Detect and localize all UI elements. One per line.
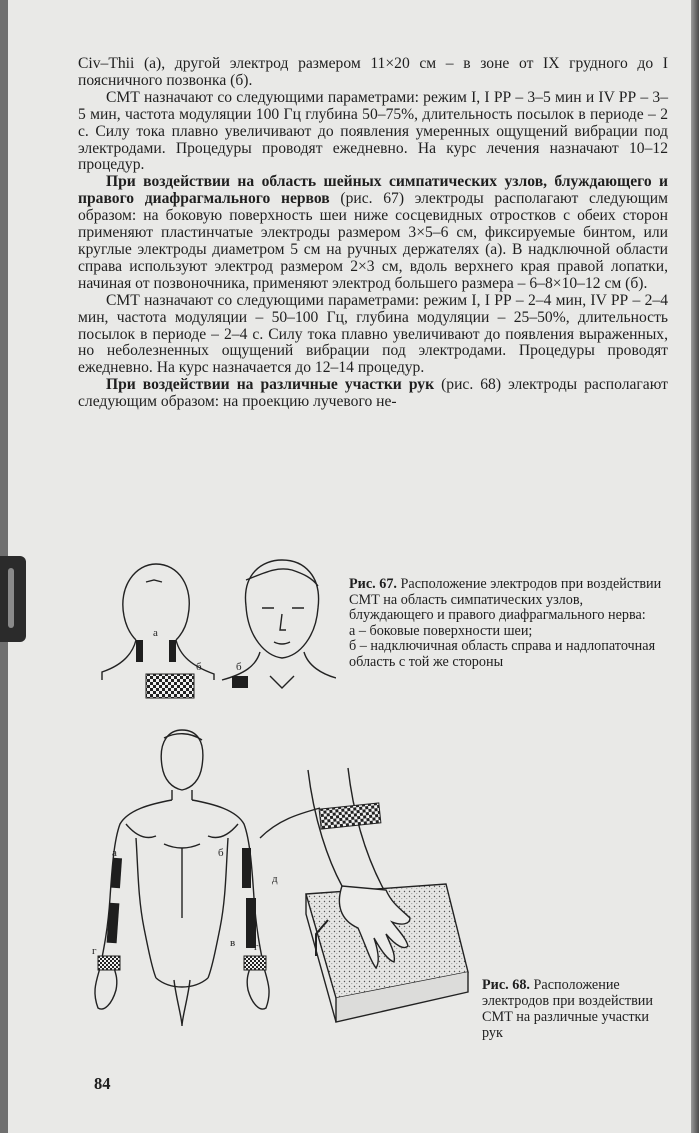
- figure-67-caption-item-a: а – боковые поверхности шеи;: [349, 622, 533, 639]
- figure-68-bath-illustration: [258, 760, 488, 1060]
- fig68-label-g2: г: [254, 941, 259, 953]
- paragraph-text: СМТ назначают со следующими параметрами: режим I, I РР – 3–5 мин и IV РР – 3–5 мин, частота модуляции 100 Гц глубина 50–75%, длительность посылок в периоде – 2 с. Силу тока плавно увеличивают до появления умеренных ощущений вибрации под электродами. Процедуры проводят ежедневно. На курс лечения назначают 10–12 процедур.: [78, 88, 668, 174]
- figure-68-caption-text: Расположение электродов при воздействии СМТ на различные участки рук: [482, 977, 653, 1041]
- paragraph-text: (рис. 67) электроды располагают следующим образом: на боковую поверхность шеи ниже сосцевидных отростков с обеих сторон применяют пластинчатые электроды размером 3×5–6 см, фиксируемые бинтом, или круглые электроды диаметром 5 см на ручных держателях (а). В надключной области справа используют электрод размером 2×3 см, вдоль верхнего края правой лопатки, начиная от позвоночника, применяют электрод большего размера – 6–8×10–12 см (б).: [78, 190, 669, 292]
- paragraph: [78, 56, 668, 90]
- paragraph: [78, 90, 668, 175]
- fig68-label-v: в: [230, 937, 236, 949]
- paragraph: [78, 174, 668, 292]
- fig68-label-a: а: [112, 847, 117, 859]
- electrode-forearm-band: [319, 803, 381, 829]
- figure-67-caption-item-b: б – надключичная область справа и надлопаточная область с той же стороны: [349, 638, 656, 670]
- electrode-right-upper-arm: [242, 848, 251, 888]
- figure-67-illustration: [96, 556, 336, 706]
- electrode-neck-left: [136, 640, 143, 662]
- electrode-neck-right: [169, 640, 176, 662]
- paragraph-text: Civ–Thii (а), другой электрод размером 11×20 см – в зоне от IX грудного до I поясничного позвонка (б).: [78, 55, 668, 89]
- book-clip: [0, 556, 26, 642]
- electrode-scapula: [146, 674, 194, 698]
- figure-68-caption: [482, 977, 670, 1041]
- paragraph-text: СМТ назначают со следующими параметрами: режим I, I РР – 2–4 мин, IV РР – 2–4 мин, частота модуляции – 50–100 Гц, глубина модуляции – 25–50%, длительность посылок в периоде – 2–4 с. Силу тока плавно увеличивают до появления выраженных, но неболезненных ощущений вибрации под электродами. Процедуры проводят ежедневно. На курс назначается до 12–14 процедур.: [78, 291, 668, 377]
- page-edge-shadow: [691, 0, 699, 1133]
- electrode-supraclavicular: [232, 676, 248, 688]
- fig68-label-b: б: [218, 847, 224, 859]
- fig67-label-a: а: [153, 627, 158, 639]
- fig67-label-b1: б: [196, 661, 202, 673]
- paragraph: [78, 293, 668, 378]
- paragraph-text: (рис. 68) электроды располагают следующим образом: на проекцию лучевого не-: [78, 376, 668, 411]
- figure-67-caption-label: Рис. 67.: [349, 576, 397, 592]
- paragraph: [78, 377, 668, 411]
- figure-67-caption-text: Расположение электродов при воздействии СМТ на область симпатических узлов, блуждающего и правого диафрагмального нерва:: [349, 576, 662, 624]
- bold-heading-text: При воздействии на область шейных симпатических узлов, блуждающего и правого диафрагмального нервов: [78, 173, 668, 208]
- fig68-label-g1: г: [92, 945, 97, 957]
- fig68-label-d: д: [272, 873, 278, 885]
- figure-67-caption: [349, 577, 669, 671]
- fig67-label-b2: б: [236, 661, 242, 673]
- body-text: [78, 56, 668, 411]
- bold-heading-text: При воздействии на различные участки рук: [106, 376, 435, 394]
- book-page: [8, 0, 692, 1133]
- electrode-left-wrist: [98, 956, 120, 970]
- figure-68-body-illustration: [90, 728, 270, 1028]
- figure-68-caption-label: Рис. 68.: [482, 977, 530, 993]
- page-number: 84: [94, 1074, 111, 1093]
